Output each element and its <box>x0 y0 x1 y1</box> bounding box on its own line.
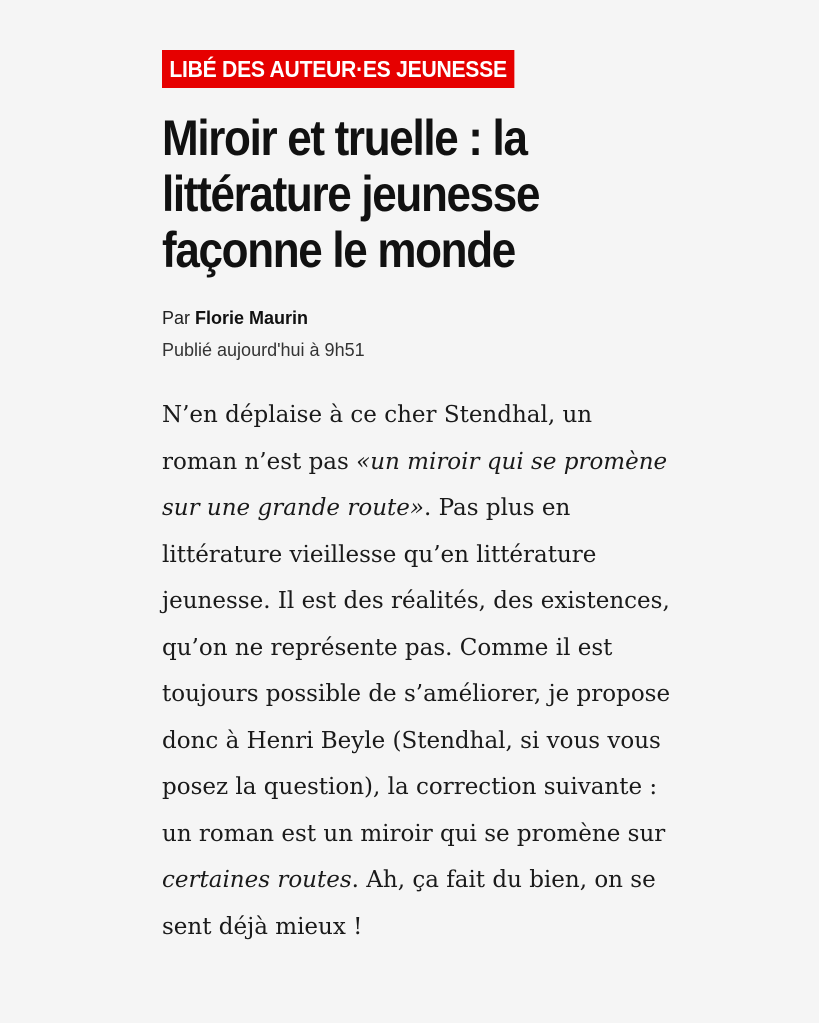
byline-prefix: Par <box>162 308 191 328</box>
publish-timestamp: Publié aujourd'hui à 9h51 <box>162 340 365 360</box>
body-text-part-1: N’en déplaise à ce cher Stendhal, un roman n’est pas <box>162 402 593 475</box>
author-link[interactable]: Florie Maurin <box>195 308 309 328</box>
article-body-paragraph <box>162 392 672 950</box>
article <box>162 50 682 973</box>
body-text-part-2: . Pas plus en littérature vieillesse qu’en littérature jeunesse. Il est des réalités, des existences, qu’on ne représente pas. Comme il est toujours possible de s’améliorer, je propose donc à Henri Beyle (Stendhal, si vous vous posez la question), la correction suivante : un roman est un miroir qui se promène sur <box>162 495 671 847</box>
body-quote-2: certaines routes <box>162 867 352 893</box>
article-headline: Miroir et truelle : la littérature jeunesse façonne le monde <box>162 110 540 278</box>
category-tag[interactable]: LIBÉ DES AUTEUR·ES JEUNESSE <box>162 50 514 88</box>
body-text-part-3: . Ah, ça fait du bien, on se sent déjà mieux ! <box>162 867 656 940</box>
byline <box>162 306 682 330</box>
body-quote-1: «un miroir qui se promène sur une grande route» <box>162 448 668 521</box>
